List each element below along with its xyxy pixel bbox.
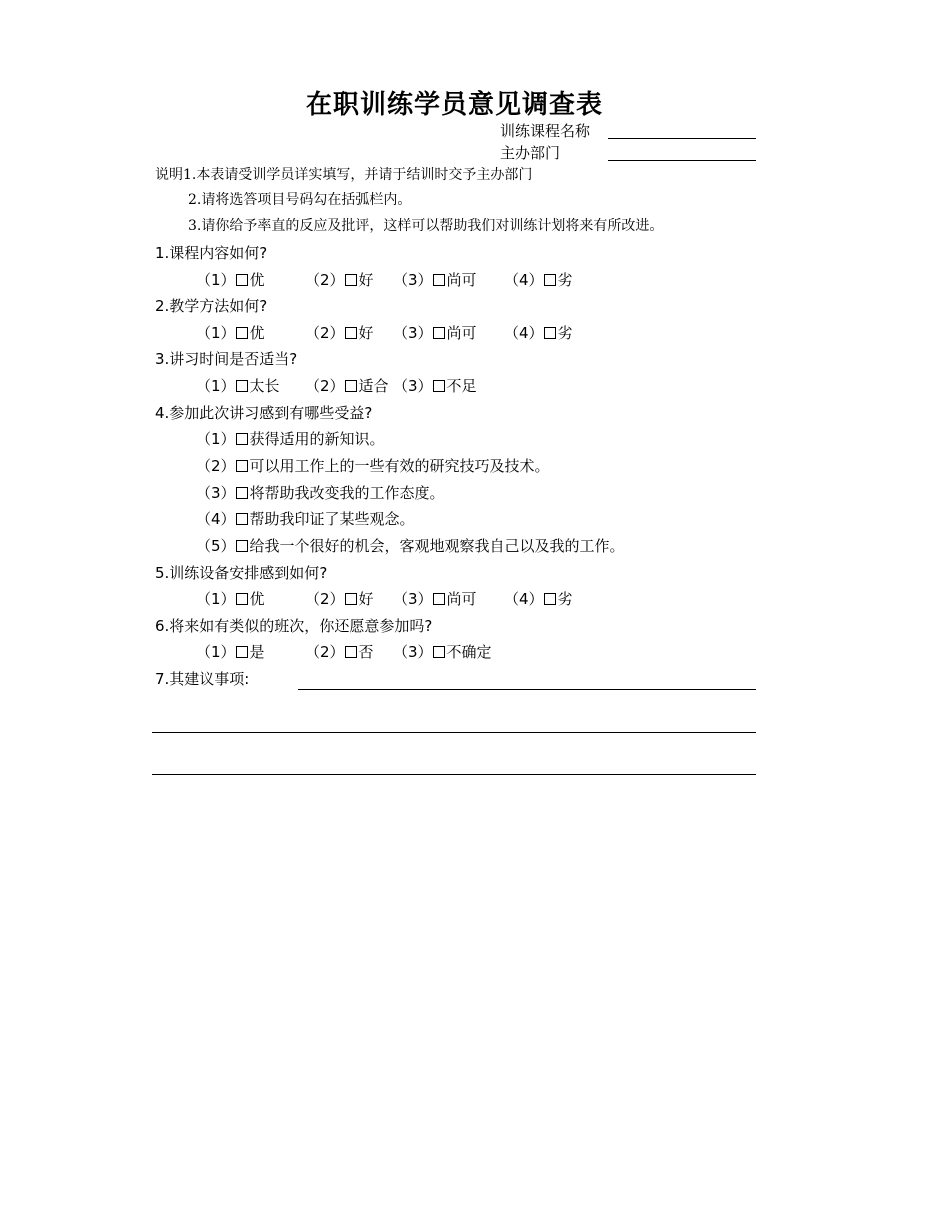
option-label: 将帮助我改变我的工作态度。 bbox=[249, 484, 445, 502]
checkbox[interactable] bbox=[433, 274, 445, 286]
suggestion-line-3[interactable] bbox=[152, 774, 756, 775]
note-line-2: 2.请将选答项目号码勾在括弧栏内。 bbox=[188, 192, 412, 208]
checkbox[interactable] bbox=[345, 327, 357, 339]
q3-option-2[interactable] bbox=[305, 375, 389, 396]
department-label: 主办部门 bbox=[500, 144, 561, 162]
checkbox[interactable] bbox=[236, 540, 248, 552]
suggestion-line-1[interactable] bbox=[298, 689, 756, 690]
q4-option-5[interactable] bbox=[196, 535, 625, 556]
q5-option-4[interactable] bbox=[504, 588, 573, 609]
q2-option-1[interactable] bbox=[196, 322, 265, 343]
option-label: 不足 bbox=[446, 377, 477, 395]
checkbox[interactable] bbox=[433, 646, 445, 658]
checkbox[interactable] bbox=[433, 380, 445, 392]
checkbox[interactable] bbox=[236, 433, 248, 445]
option-number: （1） bbox=[196, 590, 236, 608]
q1-option-3[interactable] bbox=[393, 269, 477, 290]
option-number: （2） bbox=[305, 324, 345, 342]
option-number: （3） bbox=[393, 377, 433, 395]
q4-option-1[interactable] bbox=[196, 428, 385, 449]
q5-option-1[interactable] bbox=[196, 588, 265, 609]
option-label: 尚可 bbox=[446, 271, 477, 289]
q3-option-1[interactable] bbox=[196, 375, 280, 396]
checkbox[interactable] bbox=[345, 380, 357, 392]
q4-option-3[interactable] bbox=[196, 482, 445, 503]
q6-option-2[interactable] bbox=[305, 641, 374, 662]
checkbox[interactable] bbox=[345, 646, 357, 658]
checkbox[interactable] bbox=[236, 327, 248, 339]
course-name-label: 训练课程名称 bbox=[500, 122, 591, 140]
option-label: 否 bbox=[358, 643, 374, 661]
option-number: （2） bbox=[305, 643, 345, 661]
question-3: 3.讲习时间是否适当? bbox=[155, 350, 298, 368]
question-5: 5.训练设备安排感到如何? bbox=[155, 564, 328, 582]
option-label: 获得适用的新知识。 bbox=[249, 430, 385, 448]
q2-option-4[interactable] bbox=[504, 322, 573, 343]
checkbox[interactable] bbox=[236, 513, 248, 525]
option-number: （4） bbox=[196, 510, 236, 528]
checkbox[interactable] bbox=[236, 593, 248, 605]
question-2: 2.教学方法如何? bbox=[155, 297, 268, 315]
option-label: 好 bbox=[358, 271, 374, 289]
option-number: （2） bbox=[305, 377, 345, 395]
option-number: （1） bbox=[196, 643, 236, 661]
option-label: 优 bbox=[249, 324, 265, 342]
option-label: 适合 bbox=[358, 377, 389, 395]
option-number: （2） bbox=[305, 590, 345, 608]
option-number: （2） bbox=[305, 271, 345, 289]
checkbox[interactable] bbox=[236, 380, 248, 392]
q2-option-3[interactable] bbox=[393, 322, 477, 343]
option-label: 尚可 bbox=[446, 324, 477, 342]
option-number: （4） bbox=[504, 271, 544, 289]
option-label: 给我一个很好的机会，客观地观察我自己以及我的工作。 bbox=[249, 537, 625, 555]
q1-option-4[interactable] bbox=[504, 269, 573, 290]
checkbox[interactable] bbox=[345, 274, 357, 286]
option-number: （3） bbox=[393, 643, 433, 661]
question-1: 1.课程内容如何? bbox=[155, 244, 268, 262]
option-label: 劣 bbox=[557, 590, 573, 608]
option-number: （4） bbox=[504, 324, 544, 342]
checkbox[interactable] bbox=[236, 646, 248, 658]
option-number: （1） bbox=[196, 377, 236, 395]
q5-option-2[interactable] bbox=[305, 588, 374, 609]
option-label: 好 bbox=[358, 324, 374, 342]
option-label: 帮助我印证了某些观念。 bbox=[249, 510, 415, 528]
course-name-field[interactable] bbox=[608, 138, 756, 139]
option-label: 太长 bbox=[249, 377, 280, 395]
question-6: 6.将来如有类似的班次，你还愿意参加吗? bbox=[155, 617, 433, 635]
option-label: 劣 bbox=[557, 271, 573, 289]
question-4: 4.参加此次讲习感到有哪些受益? bbox=[155, 404, 373, 422]
option-label: 不确定 bbox=[446, 643, 492, 661]
department-field[interactable] bbox=[608, 160, 756, 161]
q5-option-3[interactable] bbox=[393, 588, 477, 609]
checkbox[interactable] bbox=[345, 593, 357, 605]
option-number: （3） bbox=[393, 271, 433, 289]
option-number: （3） bbox=[393, 324, 433, 342]
option-number: （1） bbox=[196, 271, 236, 289]
option-label: 是 bbox=[249, 643, 265, 661]
option-label: 好 bbox=[358, 590, 374, 608]
q4-option-2[interactable] bbox=[196, 455, 550, 476]
option-number: （1） bbox=[196, 430, 236, 448]
checkbox[interactable] bbox=[236, 460, 248, 472]
page-title: 在职训练学员意见调查表 bbox=[305, 90, 603, 120]
option-number: （3） bbox=[393, 590, 433, 608]
option-number: （3） bbox=[196, 484, 236, 502]
checkbox[interactable] bbox=[544, 593, 556, 605]
q6-option-1[interactable] bbox=[196, 641, 265, 662]
option-label: 尚可 bbox=[446, 590, 477, 608]
option-number: （5） bbox=[196, 537, 236, 555]
suggestion-line-2[interactable] bbox=[152, 732, 756, 733]
checkbox[interactable] bbox=[236, 274, 248, 286]
q4-option-4[interactable] bbox=[196, 508, 415, 529]
checkbox[interactable] bbox=[544, 327, 556, 339]
q1-option-2[interactable] bbox=[305, 269, 374, 290]
checkbox[interactable] bbox=[544, 274, 556, 286]
note-line-1: 说明1.本表请受训学员详实填写，并请于结训时交予主办部门 bbox=[155, 167, 533, 183]
option-number: （1） bbox=[196, 324, 236, 342]
question-7: 7.其建议事项: bbox=[155, 670, 250, 688]
q2-option-2[interactable] bbox=[305, 322, 374, 343]
option-label: 优 bbox=[249, 271, 265, 289]
option-number: （4） bbox=[504, 590, 544, 608]
q6-option-3[interactable] bbox=[393, 641, 492, 662]
checkbox[interactable] bbox=[433, 593, 445, 605]
checkbox[interactable] bbox=[236, 487, 248, 499]
option-label: 劣 bbox=[557, 324, 573, 342]
checkbox[interactable] bbox=[433, 327, 445, 339]
option-label: 可以用工作上的一些有效的研究技巧及技术。 bbox=[249, 457, 550, 475]
q3-option-3[interactable] bbox=[393, 375, 477, 396]
option-number: （2） bbox=[196, 457, 236, 475]
q1-option-1[interactable] bbox=[196, 269, 265, 290]
option-label: 优 bbox=[249, 590, 265, 608]
note-line-3: 3.请你给予率直的反应及批评，这样可以帮助我们对训练计划将来有所改进。 bbox=[188, 218, 664, 234]
